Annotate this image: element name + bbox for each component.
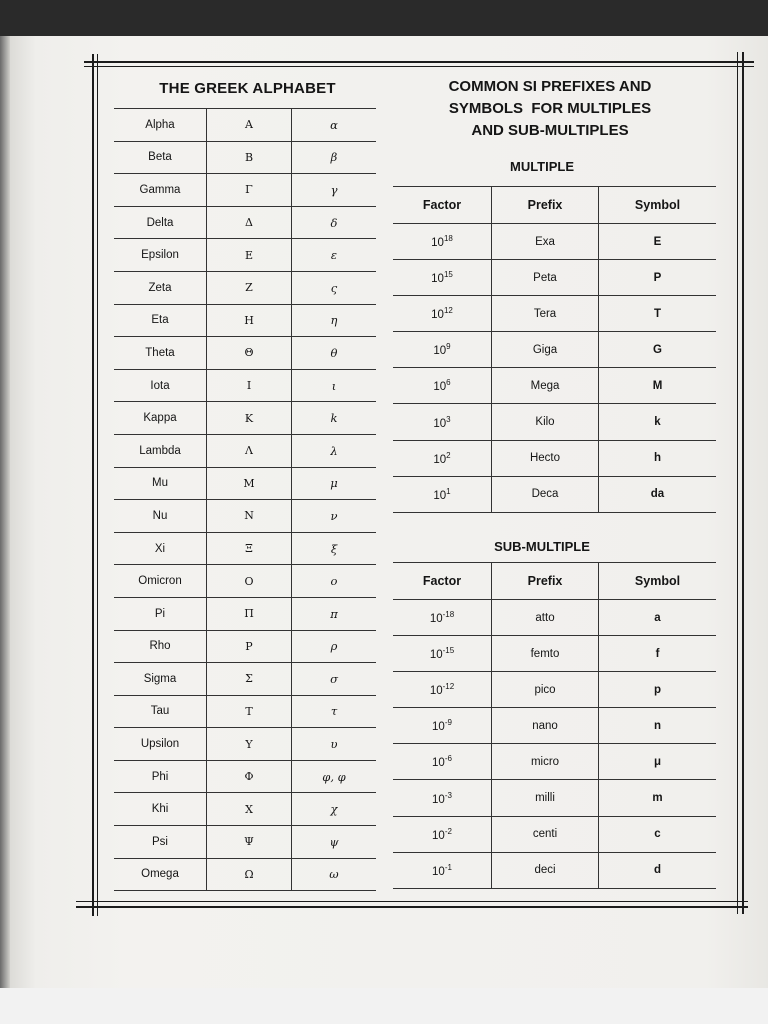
prefix-cell: Tera: [492, 296, 599, 332]
multiple-prefix-table: [393, 186, 716, 513]
greek-lowercase-symbol: η: [292, 304, 377, 337]
symbol-cell: E: [599, 224, 717, 260]
multiple-prefix-row: [393, 296, 716, 332]
symbol-cell: f: [599, 636, 717, 672]
greek-letter-name: Delta: [114, 206, 207, 239]
greek-letter-name: Theta: [114, 337, 207, 370]
greek-uppercase-symbol: Λ: [207, 434, 292, 467]
factor-exponent: -1: [444, 862, 452, 872]
factor-base: 10: [432, 865, 445, 878]
greek-letter-name: Xi: [114, 532, 207, 565]
greek-uppercase-symbol: Ρ: [207, 630, 292, 663]
greek-uppercase-symbol: Β: [207, 141, 292, 174]
prefix-cell: micro: [492, 744, 599, 780]
symbol-cell: a: [599, 600, 717, 636]
submultiple-prefix-row: [393, 852, 716, 888]
factor-cell: [393, 636, 492, 672]
symbol-cell: h: [599, 440, 717, 476]
greek-letter-name: Iota: [114, 369, 207, 402]
symbol-cell: M: [599, 368, 717, 404]
factor-exponent: 15: [443, 270, 453, 280]
prefix-cell: Exa: [492, 224, 599, 260]
greek-uppercase-symbol: Θ: [207, 337, 292, 370]
submultiple-section-title: SUB-MULTIPLE: [494, 539, 590, 554]
factor-exponent: 1: [446, 486, 451, 496]
factor-base: 10: [433, 489, 447, 502]
prefix-cell: atto: [492, 600, 599, 636]
multiple-prefix-row: [393, 332, 716, 368]
symbol-cell: G: [599, 332, 717, 368]
greek-lowercase-symbol: σ: [292, 663, 377, 696]
greek-letter-row: [114, 532, 376, 565]
si-title-line-2: SYMBOLS FOR MULTIPLES: [448, 100, 652, 117]
factor-cell: [393, 224, 492, 260]
factor-base: 10: [431, 237, 444, 250]
prefix-cell: Peta: [492, 260, 599, 296]
factor-exponent: 6: [446, 378, 451, 388]
frame-right-rule-outer: [742, 52, 744, 914]
greek-uppercase-symbol: Ξ: [207, 532, 292, 565]
factor-exponent: -12: [442, 682, 455, 692]
greek-letter-name: Rho: [114, 630, 207, 663]
submultiple-prefix-row: [393, 816, 716, 852]
symbol-column-header: Symbol: [599, 187, 717, 224]
factor-exponent: 2: [446, 450, 451, 460]
greek-alphabet-title: THE GREEK ALPHABET: [159, 80, 336, 97]
factor-base: 10: [432, 721, 445, 734]
factor-cell: [393, 852, 492, 888]
frame-left-rule-inner: [97, 54, 98, 916]
submultiple-prefix-row: [393, 672, 716, 708]
greek-lowercase-symbol: ρ: [292, 630, 377, 663]
symbol-cell: P: [599, 260, 717, 296]
greek-letter-row: [114, 663, 376, 696]
greek-lowercase-symbol: ο: [292, 565, 377, 598]
greek-uppercase-symbol: Α: [207, 109, 292, 142]
greek-uppercase-symbol: Μ: [207, 467, 292, 500]
greek-letter-row: [114, 239, 376, 272]
greek-uppercase-symbol: Ν: [207, 500, 292, 533]
greek-letter-name: Alpha: [114, 109, 207, 142]
symbol-cell: T: [599, 296, 717, 332]
greek-lowercase-symbol: ξ: [292, 532, 377, 565]
symbol-cell: d: [599, 852, 717, 888]
factor-base: 10: [431, 273, 444, 286]
greek-letter-name: Lambda: [114, 434, 207, 467]
prefix-cell: milli: [492, 780, 599, 816]
greek-letter-row: [114, 760, 376, 793]
factor-exponent: 9: [446, 342, 451, 352]
greek-letter-row: [114, 369, 376, 402]
greek-lowercase-symbol: ι: [292, 369, 377, 402]
factor-base: 10: [432, 829, 445, 842]
symbol-cell: μ: [599, 744, 717, 780]
greek-letter-row: [114, 728, 376, 761]
greek-lowercase-symbol: χ: [292, 793, 377, 826]
greek-letter-name: Sigma: [114, 663, 207, 696]
greek-letter-row: [114, 630, 376, 663]
greek-letter-name: Beta: [114, 141, 207, 174]
greek-letter-name: Gamma: [114, 174, 207, 207]
greek-letter-row: [114, 500, 376, 533]
prefix-cell: Deca: [492, 476, 599, 512]
factor-column-header: Factor: [393, 187, 492, 224]
prefix-cell: Giga: [492, 332, 599, 368]
multiple-prefix-row: [393, 368, 716, 404]
greek-letter-row: [114, 695, 376, 728]
multiple-prefix-row: [393, 260, 716, 296]
frame-top-rule-inner: [84, 66, 754, 67]
prefix-cell: Mega: [492, 368, 599, 404]
prefix-column-header: Prefix: [492, 563, 599, 600]
book-binding-shadow: [0, 36, 10, 988]
greek-lowercase-symbol: τ: [292, 695, 377, 728]
submultiple-prefix-row: [393, 744, 716, 780]
prefix-cell: nano: [492, 708, 599, 744]
prefix-cell: pico: [492, 672, 599, 708]
greek-letter-name: Mu: [114, 467, 207, 500]
factor-cell: [393, 404, 492, 440]
frame-right-rule-inner: [737, 52, 738, 914]
greek-lowercase-symbol: ω: [292, 858, 377, 891]
greek-letter-row: [114, 337, 376, 370]
factor-exponent: -18: [442, 610, 455, 620]
frame-left-rule-outer: [92, 54, 94, 916]
greek-letter-row: [114, 271, 376, 304]
factor-exponent: -9: [444, 718, 452, 728]
submultiple-prefix-row: [393, 780, 716, 816]
greek-uppercase-symbol: Γ: [207, 174, 292, 207]
greek-uppercase-symbol: Χ: [207, 793, 292, 826]
factor-cell: [393, 672, 492, 708]
greek-letter-row: [114, 402, 376, 435]
greek-letter-name: Pi: [114, 597, 207, 630]
factor-base: 10: [429, 649, 443, 662]
greek-letter-name: Kappa: [114, 402, 207, 435]
greek-uppercase-symbol: Κ: [207, 402, 292, 435]
greek-uppercase-symbol: Π: [207, 597, 292, 630]
greek-uppercase-symbol: Η: [207, 304, 292, 337]
prefix-cell: Hecto: [492, 440, 599, 476]
greek-letter-name: Psi: [114, 826, 207, 859]
greek-letter-row: [114, 304, 376, 337]
factor-exponent: -15: [442, 646, 455, 656]
factor-exponent: -6: [444, 754, 452, 764]
greek-lowercase-symbol: α: [292, 109, 377, 142]
greek-letter-name: Tau: [114, 695, 207, 728]
symbol-column-header: Symbol: [599, 563, 717, 600]
greek-lowercase-symbol: δ: [292, 206, 377, 239]
greek-letter-row: [114, 858, 376, 891]
symbol-cell: n: [599, 708, 717, 744]
greek-lowercase-symbol: λ: [292, 434, 377, 467]
factor-cell: [393, 260, 492, 296]
greek-uppercase-symbol: Ε: [207, 239, 292, 272]
greek-uppercase-symbol: Δ: [207, 206, 292, 239]
symbol-cell: p: [599, 672, 717, 708]
factor-cell: [393, 440, 492, 476]
greek-alphabet-table: [114, 108, 376, 891]
factor-exponent: -2: [444, 826, 452, 836]
greek-letter-name: Eta: [114, 304, 207, 337]
greek-uppercase-symbol: Ζ: [207, 271, 292, 304]
greek-lowercase-symbol: θ: [292, 337, 377, 370]
frame-bottom-rule-inner: [76, 906, 748, 908]
greek-uppercase-symbol: Σ: [207, 663, 292, 696]
factor-cell: [393, 780, 492, 816]
multiple-section-title: MULTIPLE: [509, 159, 575, 174]
greek-lowercase-symbol: ς: [292, 271, 377, 304]
factor-base: 10: [433, 453, 447, 466]
submultiple-prefix-table: [393, 562, 716, 889]
greek-letter-row: [114, 597, 376, 630]
greek-lowercase-symbol: υ: [292, 728, 377, 761]
factor-base: 10: [431, 309, 444, 322]
factor-exponent: 3: [446, 414, 451, 424]
factor-cell: [393, 476, 492, 512]
frame-bottom-rule-outer: [76, 901, 748, 902]
greek-lowercase-symbol: ε: [292, 239, 377, 272]
multiple-prefix-row: [393, 440, 716, 476]
greek-lowercase-symbol: β: [292, 141, 377, 174]
greek-lowercase-symbol: k: [292, 402, 377, 435]
multiple-prefix-rows: [393, 187, 716, 513]
greek-letter-name: Upsilon: [114, 728, 207, 761]
greek-lowercase-symbol: ν: [292, 500, 377, 533]
greek-letter-name: Khi: [114, 793, 207, 826]
factor-cell: [393, 600, 492, 636]
factor-base: 10: [429, 685, 443, 698]
greek-uppercase-symbol: Τ: [207, 695, 292, 728]
factor-column-header: Factor: [393, 563, 492, 600]
greek-letter-row: [114, 174, 376, 207]
frame-top-rule-outer: [84, 61, 754, 63]
factor-cell: [393, 744, 492, 780]
factor-cell: [393, 332, 492, 368]
factor-cell: [393, 296, 492, 332]
si-title-line-1: COMMON SI PREFIXES AND: [448, 78, 652, 95]
prefix-cell: centi: [492, 816, 599, 852]
submultiple-header-row: [393, 563, 716, 600]
greek-lowercase-symbol: φ, φ: [292, 760, 377, 793]
multiple-header-row: [393, 187, 716, 224]
factor-cell: [393, 816, 492, 852]
factor-cell: [393, 708, 492, 744]
symbol-cell: da: [599, 476, 717, 512]
greek-lowercase-symbol: γ: [292, 174, 377, 207]
greek-letter-row: [114, 434, 376, 467]
greek-lowercase-symbol: π: [292, 597, 377, 630]
submultiple-prefix-row: [393, 636, 716, 672]
prefix-column-header: Prefix: [492, 187, 599, 224]
factor-base: 10: [432, 757, 445, 770]
factor-base: 10: [433, 345, 447, 358]
multiple-prefix-row: [393, 404, 716, 440]
greek-uppercase-symbol: Υ: [207, 728, 292, 761]
multiple-prefix-row: [393, 476, 716, 512]
factor-base: 10: [433, 417, 447, 430]
si-prefixes-title: [400, 76, 700, 142]
greek-letter-name: Omega: [114, 858, 207, 891]
greek-letter-row: [114, 206, 376, 239]
multiple-prefix-row: [393, 224, 716, 260]
greek-letter-name: Zeta: [114, 271, 207, 304]
greek-letter-row: [114, 141, 376, 174]
prefix-cell: deci: [492, 852, 599, 888]
symbol-cell: c: [599, 816, 717, 852]
greek-letter-name: Epsilon: [114, 239, 207, 272]
submultiple-prefix-row: [393, 708, 716, 744]
greek-letter-name: Phi: [114, 760, 207, 793]
page-bottom-margin: [0, 988, 768, 1024]
greek-letter-row: [114, 467, 376, 500]
symbol-cell: m: [599, 780, 717, 816]
symbol-cell: k: [599, 404, 717, 440]
factor-exponent: 18: [443, 234, 453, 244]
factor-base: 10: [433, 381, 447, 394]
submultiple-prefix-row: [393, 600, 716, 636]
prefix-cell: Kilo: [492, 404, 599, 440]
si-title-line-3: AND SUB-MULTIPLES: [471, 122, 629, 139]
greek-uppercase-symbol: Φ: [207, 760, 292, 793]
greek-letter-row: [114, 565, 376, 598]
greek-lowercase-symbol: ψ: [292, 826, 377, 859]
factor-cell: [393, 368, 492, 404]
greek-letter-name: Nu: [114, 500, 207, 533]
factor-exponent: -3: [444, 790, 452, 800]
greek-letter-row: [114, 109, 376, 142]
factor-base: 10: [432, 793, 445, 806]
greek-uppercase-symbol: Ο: [207, 565, 292, 598]
greek-lowercase-symbol: μ: [292, 467, 377, 500]
greek-uppercase-symbol: Ι: [207, 369, 292, 402]
greek-uppercase-symbol: Ω: [207, 858, 292, 891]
greek-letter-name: Omicron: [114, 565, 207, 598]
submultiple-prefix-rows: [393, 563, 716, 889]
greek-letter-row: [114, 793, 376, 826]
greek-letter-row: [114, 826, 376, 859]
greek-alphabet-rows: [114, 109, 376, 891]
factor-exponent: 12: [443, 306, 453, 316]
prefix-cell: femto: [492, 636, 599, 672]
factor-base: 10: [429, 613, 443, 626]
greek-uppercase-symbol: Ψ: [207, 826, 292, 859]
